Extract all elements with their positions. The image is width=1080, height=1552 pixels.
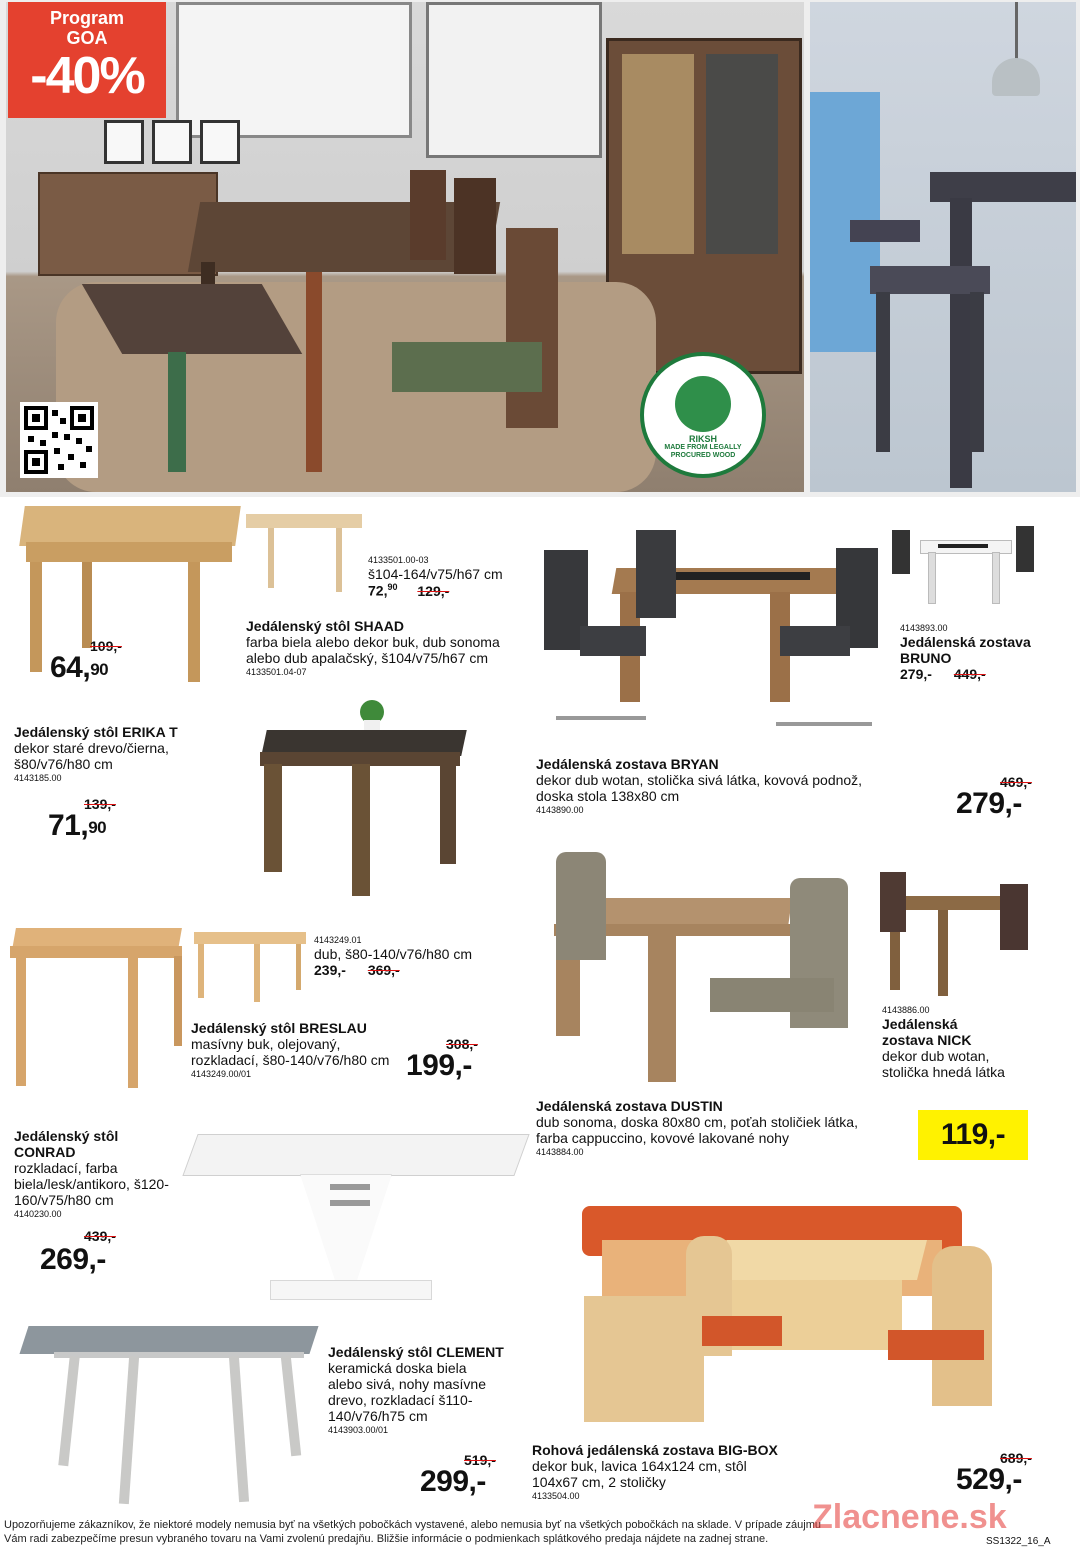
nick-desc: dekor dub wotan, stolička hnedá látka bbox=[882, 1048, 1005, 1080]
shaad-variant-price bbox=[368, 582, 449, 599]
shaad-variant-size: š104-164/v75/h67 cm bbox=[368, 566, 503, 582]
footer-line2: Vám radi zabezpečíme presun vybraného tovaru na Vami zvolenú predajňu. Bližšie informácie o podmienkach splátkového predaja nájdete na zadnej strane. bbox=[4, 1533, 769, 1545]
badge-line2: GOA bbox=[66, 28, 108, 48]
breslau-variant bbox=[314, 934, 472, 978]
bryan-desc: dekor dub wotan, stolička sivá látka, kovová podnož, doska stola 138x80 cm bbox=[536, 772, 863, 804]
bigbox-old-price-text: 689,- bbox=[1000, 1450, 1032, 1466]
breslau-table-image bbox=[10, 928, 184, 1088]
badge-line1: Program bbox=[49, 8, 125, 28]
bigbox-name: Rohová jedálenská zostava BIG-BOX bbox=[532, 1442, 778, 1458]
shaad-variant-price-int: 72, bbox=[368, 582, 388, 599]
bar-table-photo bbox=[810, 2, 1076, 492]
bigbox-info bbox=[532, 1442, 892, 1502]
breslau-price: 199,- bbox=[406, 1049, 472, 1082]
conrad-code: 4140230.00 bbox=[14, 1209, 62, 1219]
clement-old-price-text: 519,- bbox=[464, 1452, 496, 1468]
breslau-code: 4143249.00/01 bbox=[191, 1069, 252, 1079]
breslau-variant-size: dub, š80-140/v76/h80 cm bbox=[314, 946, 472, 962]
erika-name: Jedálenský stôl ERIKA T bbox=[14, 724, 178, 740]
erika-price-int: 71, bbox=[48, 809, 89, 842]
breslau-variant-price-row bbox=[314, 962, 472, 978]
bruno-name: Jedálenská zostava BRUNO bbox=[900, 634, 1031, 666]
badge-discount: -40% bbox=[30, 47, 144, 105]
shaad-variant-price-dec: 90 bbox=[387, 582, 398, 592]
dustin-info bbox=[536, 1098, 866, 1158]
clement-name: Jedálenský stôl CLEMENT bbox=[328, 1344, 504, 1360]
dustin-set-image bbox=[550, 848, 856, 1098]
erika-price bbox=[48, 810, 106, 842]
shaad-name: Jedálenský stôl SHAAD bbox=[246, 618, 404, 634]
dustin-desc: dub sonoma, doska 80x80 cm, poťah stoličiek látka, farba cappuccino, kovové lakované nohy bbox=[536, 1114, 858, 1146]
erika-table-image bbox=[260, 700, 466, 900]
shaad-price bbox=[50, 652, 108, 684]
shaad-white-table-image bbox=[246, 514, 362, 594]
bryan-name: Jedálenská zostava BRYAN bbox=[536, 756, 719, 772]
shaad-variant-old-price: 129,- bbox=[417, 582, 450, 599]
bruno-info bbox=[900, 622, 1040, 682]
nick-info bbox=[882, 1004, 1032, 1080]
bryan-info bbox=[536, 756, 896, 816]
breslau-variant-old-price: 369,- bbox=[367, 962, 400, 978]
bruno-old-price: 449,- bbox=[953, 666, 986, 682]
nick-code: 4143886.00 bbox=[882, 1005, 930, 1015]
watermark: Zlacnene.sk bbox=[812, 1498, 1007, 1536]
bigbox-code: 4133504.00 bbox=[532, 1491, 580, 1501]
dustin-name: Jedálenská zostava DUSTIN bbox=[536, 1098, 723, 1114]
nick-set-image bbox=[876, 870, 1032, 996]
bruno-price-row bbox=[900, 666, 1040, 682]
clement-desc: keramická doska biela alebo sivá, nohy masívne drevo, rozkladací š110-140/v76/h75 cm bbox=[328, 1360, 486, 1424]
bryan-old-price-text: 469,- bbox=[1000, 774, 1032, 790]
breslau-name: Jedálenský stôl BRESLAU bbox=[191, 1020, 367, 1036]
program-goa-badge bbox=[8, 2, 166, 118]
bruno-code: 4143893.00 bbox=[900, 623, 948, 633]
bruno-price: 279,- bbox=[900, 666, 932, 682]
bigbox-price: 529,- bbox=[956, 1463, 1022, 1496]
shaad-desc: farba biela alebo dekor buk, dub sonoma alebo dub apalačský, š104/v75/h67 cm bbox=[246, 634, 500, 666]
erika-old-price-text: 139,- bbox=[84, 796, 116, 812]
conrad-info bbox=[14, 1128, 184, 1220]
breslau-info bbox=[191, 1020, 391, 1080]
breslau-desc: masívny buk, olejovaný, rozkladací, š80-140/v76/h80 cm bbox=[191, 1036, 390, 1068]
seal-text: MADE FROM LEGALLY PROCURED WOOD bbox=[664, 444, 742, 459]
bryan-price: 279,- bbox=[956, 787, 1022, 820]
clement-info bbox=[328, 1344, 518, 1436]
hero-banner bbox=[0, 0, 1080, 497]
legal-wood-seal bbox=[640, 352, 766, 478]
nick-price-box bbox=[918, 1110, 1028, 1160]
erika-price-dec: 90 bbox=[88, 818, 107, 837]
clement-table-image bbox=[24, 1326, 314, 1506]
breslau-variant-code: 4143249.01 bbox=[314, 935, 362, 945]
shaad-code: 4133501.04-07 bbox=[246, 667, 307, 677]
conrad-desc: rozkladací, farba biela/lesk/antikoro, š120-160/v75/h80 cm bbox=[14, 1160, 169, 1208]
erika-info bbox=[14, 724, 204, 784]
erika-desc: dekor staré drevo/čierna, š80/v76/h80 cm bbox=[14, 740, 169, 772]
shaad-old-price-text: 109,- bbox=[90, 638, 122, 654]
conrad-name: Jedálenský stôl CONRAD bbox=[14, 1128, 119, 1160]
conrad-table-image bbox=[190, 1124, 520, 1304]
tree-icon bbox=[675, 376, 731, 432]
shaad-variant-code: 4133501.00-03 bbox=[368, 555, 429, 565]
clement-price: 299,- bbox=[420, 1465, 486, 1498]
bigbox-set-image bbox=[582, 1200, 1006, 1436]
bryan-code: 4143890.00 bbox=[536, 805, 584, 815]
shaad-info bbox=[246, 618, 546, 678]
qr-code-icon[interactable] bbox=[20, 402, 98, 478]
clement-code: 4143903.00/01 bbox=[328, 1425, 389, 1435]
seal-brand: RIKSH bbox=[688, 434, 717, 444]
footer-line1: Upozorňujeme zákazníkov, že niektoré modely nemusia byť na všetkých pobočkách vystavené, alebo nemusia byť na všetkých pobočkách na sklade. V prípade záujmu bbox=[4, 1519, 821, 1531]
breslau-old-price-text: 308,- bbox=[446, 1036, 478, 1052]
nick-price: 119,- bbox=[940, 1118, 1006, 1151]
nick-name: Jedálenská zostava NICK bbox=[882, 1016, 972, 1048]
bryan-set-image bbox=[540, 526, 880, 730]
dustin-code: 4143884.00 bbox=[536, 1147, 584, 1157]
breslau-oak-table-image bbox=[194, 932, 306, 1002]
page-code: SS1322_16_A bbox=[986, 1536, 1051, 1547]
breslau-variant-price: 239,- bbox=[314, 962, 346, 978]
shaad-price-dec: 90 bbox=[90, 660, 109, 679]
conrad-old-price-text: 439,- bbox=[84, 1228, 116, 1244]
bigbox-desc: dekor buk, lavica 164x124 cm, stôl 104x67 cm, 2 stoličky bbox=[532, 1458, 747, 1490]
erika-code: 4143185.00 bbox=[14, 773, 62, 783]
bruno-set-image bbox=[888, 516, 1038, 606]
shaad-price-int: 64, bbox=[50, 651, 91, 684]
conrad-price: 269,- bbox=[40, 1243, 106, 1276]
